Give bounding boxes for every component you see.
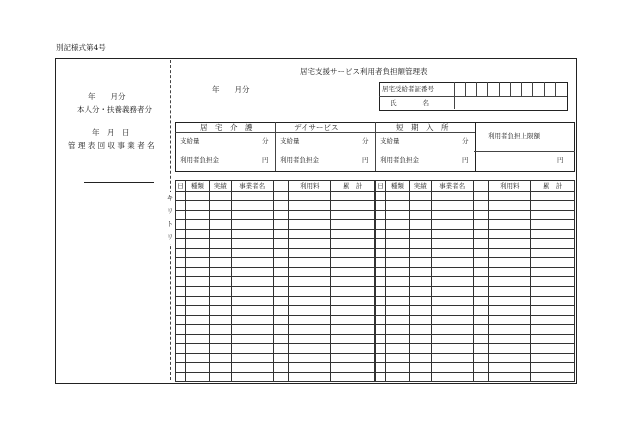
burden-label: 利用者負担金 [280,156,319,164]
form-label: 別記様式第4号 [56,43,106,52]
col-actual: 実績 [209,181,231,192]
burden-label: 利用者負担金 [180,156,219,164]
burden-unit: 円 [362,156,369,164]
form-title: 居宅支援サービス利用者負担額管理表 [300,67,428,76]
supply-label: 支給量 [280,137,300,145]
col-actual: 実績 [409,181,431,192]
service-day: デイサービス [294,123,339,132]
supply-label: 支給量 [380,137,400,145]
col-cumulative: 累 計 [531,181,575,192]
col-type: 種類 [185,181,209,192]
col-provider: 事業者名 [431,181,473,192]
supply-unit: 分 [462,137,469,145]
limit-box [474,122,575,172]
col-provider: 事業者名 [231,181,273,192]
service-short-stay: 短 期 入 所 [396,123,449,132]
cert-number-field[interactable] [454,82,567,96]
cut-line-label: キ リ ト リ [166,192,174,244]
col-cumulative: 累 計 [331,181,375,192]
name-field[interactable] [455,96,566,108]
service-home-care: 居 宅 介 護 [200,123,253,132]
header-period: 年 月分 [212,85,250,94]
name-label: 氏 名 [390,99,429,107]
supply-unit: 分 [362,137,369,145]
burden-unit: 円 [262,156,269,164]
detail-table-left [175,180,375,382]
limit-unit: 円 [557,156,564,164]
left-subject: 本人分・扶養義務者分 [77,105,152,114]
burden-unit: 円 [462,156,469,164]
col-type: 種類 [385,181,409,192]
supply-unit: 分 [262,137,269,145]
col-fee: 利用料 [289,181,331,192]
left-period: 年 月分 [88,92,126,101]
collector-signature-line [84,182,154,183]
left-collector-label: 管 理 表 回 収 事 業 者 名 [68,141,155,150]
limit-label: 利用者負担上限額 [488,132,540,140]
left-date: 年 月 日 [92,128,130,137]
burden-label: 利用者負担金 [380,156,419,164]
supply-label: 支給量 [180,137,200,145]
detail-table-right [375,180,575,382]
col-fee: 利用料 [489,181,531,192]
col-day: 日 [177,181,184,190]
col-day: 日 [377,181,384,190]
cert-number-label: 居宅受給者証番号 [382,85,434,93]
